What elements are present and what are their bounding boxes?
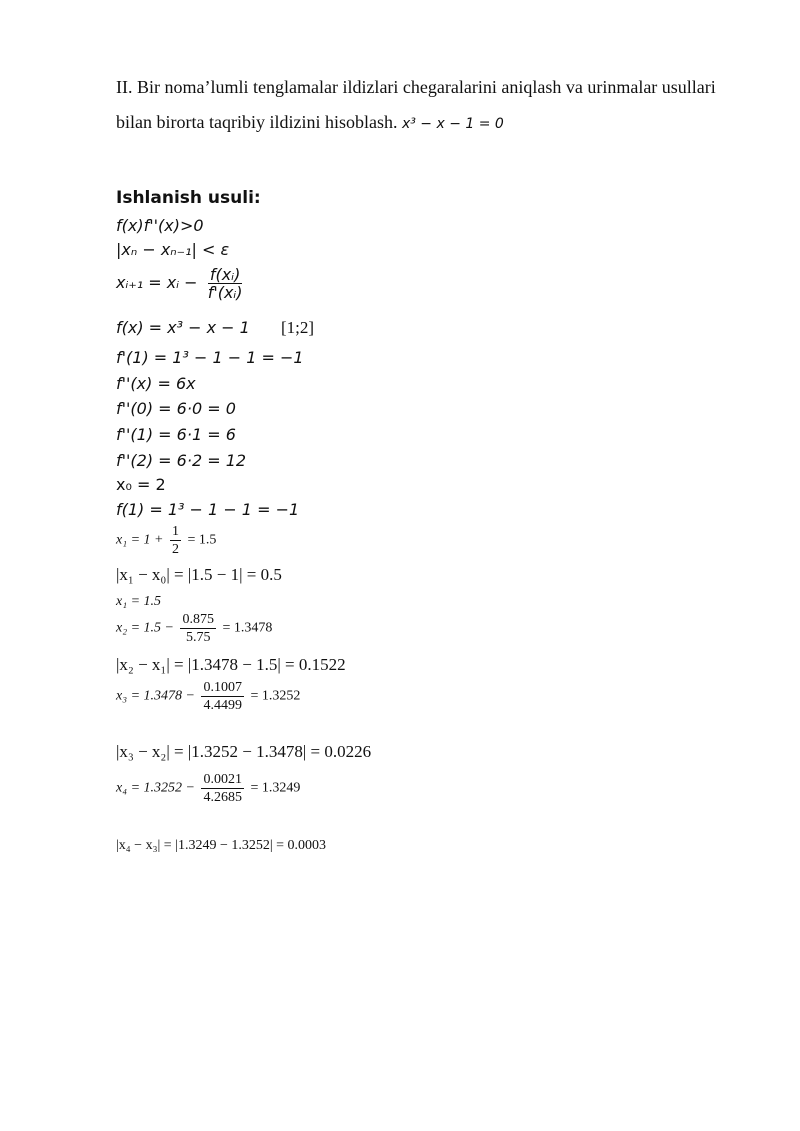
diff-x4-x3: |x₄ − x₃| = |1.3249 − 1.3252| = 0.0003 [116,838,327,853]
condition-sign: f(x)f''(x)>0 [116,216,204,235]
second-derivative-1: f''(1) = 6·1 = 6 [116,425,236,444]
x4-fraction: $\frac{0.0021}{4.2685}$ [203,772,242,805]
x4-step: x₄ = 1.3252 − $\frac{0.0021}{4.2685}$ = 1.3249 [116,772,301,805]
newton-fraction [206,266,245,301]
second-derivative-2: f''(2) = 6·2 = 12 [116,451,247,470]
x1-fraction: $\frac{1}{2}$ [171,524,179,557]
newton-numerator: f(xᵢ) [209,265,241,284]
diff-x3-x2: |x₃ − x₂| = |1.3252 − 1.3478| = 0.0226 [116,742,372,761]
condition-stop: |xₙ − xₙ₋₁| < ε [116,240,230,259]
f1-prime: f'(1) = 1³ − 1 − 1 = −1 [116,348,304,367]
x3-fraction: $\frac{0.1007}{4.4499}$ [203,680,242,713]
x1-step: x₁ = 1 + $\frac{1}{2}$ = 1.5 [116,524,217,557]
second-derivative-0: f''(0) = 6·0 = 0 [116,399,236,418]
task-number: II. [116,77,133,97]
x3-step: x₃ = 1.3478 − $\frac{0.1007}{4.4499}$ = 1.3252 [116,680,301,713]
task-line-1 [116,70,766,105]
diff-x1-x0: |x₁ − x₀| = |1.5 − 1| = 0.5 [116,565,282,584]
newton-denominator: f'(xᵢ) [207,283,243,302]
initial-approximation: x₀ = 2 [116,475,166,494]
function-definition: f(x) = x³ − x − 1 [1;2] [116,318,314,337]
task-equation: x³ − x − 1 = 0 [401,116,504,132]
interval: [1;2] [280,318,314,337]
section-heading: Ishlanish usuli: [116,188,261,208]
x1-value: x₁ = 1.5 [116,594,162,609]
x2-step: x₂ = 1.5 − $\frac{0.875}{5.75}$ = 1.3478 [116,612,273,645]
task-text-1: Bir noma’lumli tenglamalar ildizlari chegaralarini aniqlash va urinmalar usullari [137,77,716,97]
task-line-2 [116,105,766,142]
diff-x2-x1: |x₂ − x₁| = |1.3478 − 1.5| = 0.1522 [116,655,346,674]
x2-fraction: $\frac{0.875}{5.75}$ [182,612,214,645]
second-derivative: f''(x) = 6x [116,374,196,393]
f-at-1: f(1) = 1³ − 1 − 1 = −1 [116,500,300,519]
task-statement [116,70,766,142]
task-text-2: bilan birorta taqribiy ildizini hisoblash. [116,112,398,132]
newton-formula [116,266,248,301]
newton-lhs: xᵢ₊₁ = xᵢ − [116,273,198,292]
